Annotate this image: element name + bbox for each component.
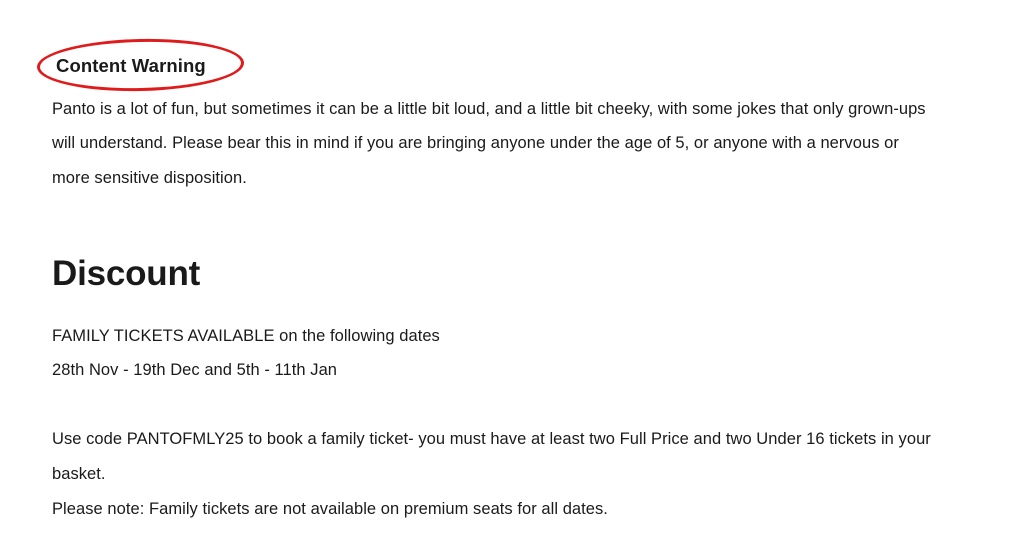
content-warning-heading-wrap [52,52,212,80]
content-warning-section [52,0,972,195]
spacer [52,388,972,422]
discount-note: Please note: Family tickets are not available on premium seats for all dates. [52,500,608,519]
discount-line-dates: 28th Nov - 19th Dec and 5th - 11th Jan [52,361,338,380]
content-warning-heading: Content Warning [56,55,206,76]
discount-heading: Discount [52,253,201,293]
content-warning-paragraph: Panto is a lot of fun, but sometimes it can be a little bit loud, and a little bit cheeky, with some jokes that only grown-ups will understand. Please bear this in mind if you are bringing anyone under the age of 5, or anyone with a nervous or more sensitive disposition. [52,100,926,187]
discount-line-availability: FAMILY TICKETS AVAILABLE on the following dates [52,326,440,345]
discount-lines [52,319,972,388]
discount-code-paragraph: Use code PANTOFMLY25 to book a family ticket- you must have at least two Full Price and two Under 16 tickets in your basket. [52,429,931,484]
discount-section [52,195,972,526]
